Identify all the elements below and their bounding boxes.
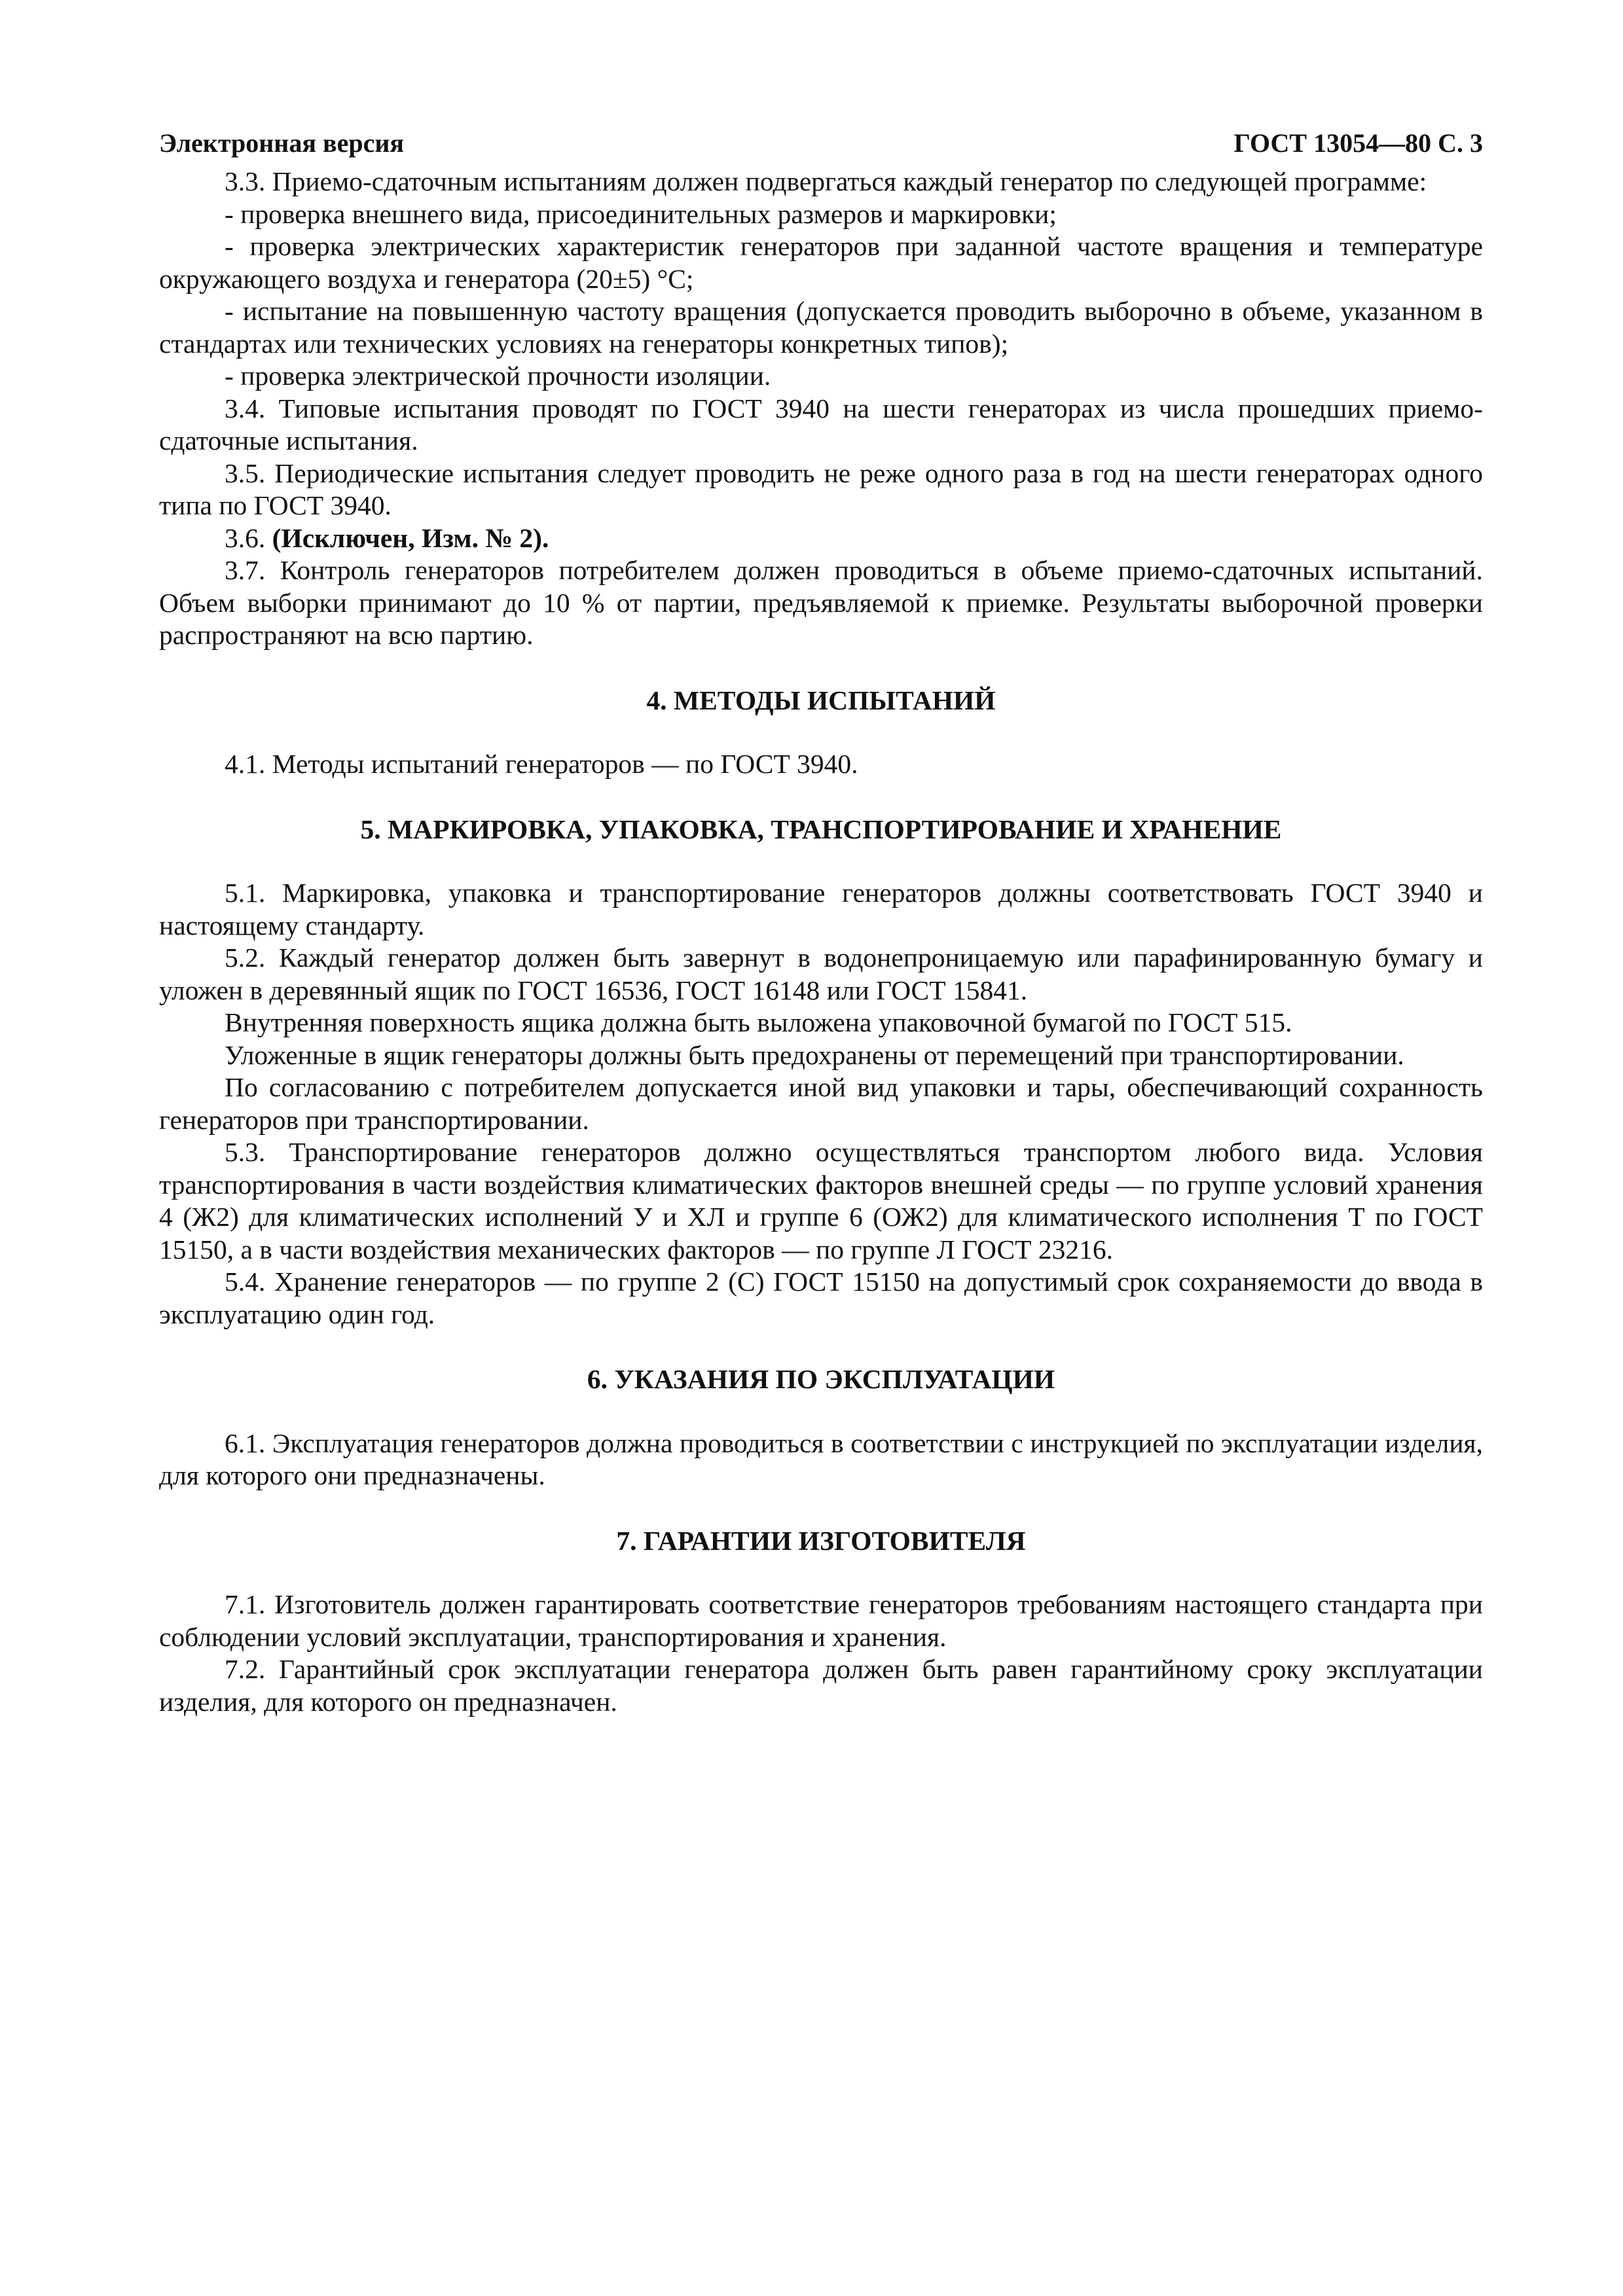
paragraph-3-6-number: 3.6. [225,522,272,553]
paragraph-3-6 [159,522,1483,555]
document-page [159,128,1483,1718]
page-header [159,128,1483,166]
paragraph-3-5: 3.5. Периодические испытания следует проводить не реже одного раза в год на шести генераторах одного типа по ГОСТ 3940. [159,457,1483,520]
paragraph-5-2-secured: Уложенные в ящик генераторы должны быть предохранены от перемещений при транспортировании. [225,1039,1404,1070]
paragraph-7-1: 7.1. Изготовитель должен гарантировать соответствие генераторов требованиям настоящего стандарта при соблюдении условий эксплуатации, транспортирования и хранения. [159,1589,1483,1652]
paragraph-5-4: 5.4. Хранение генераторов — по группе 2 (С) ГОСТ 15150 на допустимый срок сохраняемости до ввода в эксплуатацию один год. [159,1266,1483,1329]
paragraph-3-4: 3.4. Типовые испытания проводят по ГОСТ 3940 на шести генераторах из числа прошедших приемо-сдаточные испытания. [159,393,1483,456]
list-item: - проверка электрической прочности изоляции. [225,361,771,391]
paragraph-3-6-excluded-note: (Исключен, Изм. № 2). [272,522,549,553]
section-5-heading: 5. МАРКИРОВКА, УПАКОВКА, ТРАНСПОРТИРОВАНИЕ И ХРАНЕНИЕ [360,814,1282,844]
list-item: - испытание на повышенную частоту вращения (допускается проводить выборочно в объеме, указанном в стандартах или технических условиях на генераторы конкретных типов); [159,296,1483,359]
section-7-heading: 7. ГАРАНТИИ ИЗГОТОВИТЕЛЯ [616,1525,1026,1556]
list-item: - проверка электрических характеристик генераторов при заданной частоте вращения и температуре окружающего воздуха и генератора (20±5) °С; [159,231,1483,294]
paragraph-6-1: 6.1. Эксплуатация генераторов должна проводиться в соответствии с инструкцией по эксплуатации изделия, для которого они предназначены. [159,1427,1483,1490]
paragraph-5-2-inner-surface: Внутренняя поверхность ящика должна быть выложена упаковочной бумагой по ГОСТ 515. [225,1007,1292,1037]
paragraph-3-3: 3.3. Приемо-сдаточным испытаниям должен подвергаться каждый генератор по следующей программе: [225,166,1427,196]
header-standard-number: ГОСТ 13054—80 С. 3 [1233,128,1483,158]
paragraph-5-2-agreement: По согласованию с потребителем допускается иной вид упаковки и тары, обеспечивающий сохранность генераторов при транспортировании. [159,1072,1483,1135]
list-item: - проверка внешнего вида, присоединительных размеров и маркировки; [225,198,1057,229]
paragraph-3-7: 3.7. Контроль генераторов потребителем должен проводиться в объеме приемо-сдаточных испытаний. Объем выборки принимают до 10 % от партии, предъявляемой к приемке. Результаты выборочной проверки распространяют на всю партию. [159,555,1483,650]
paragraph-5-3: 5.3. Транспортирование генераторов должно осуществляться транспортом любого вида. Условия транспортирования в части воздействия климатических факторов внешней среды — по группе условий хранения 4 (Ж2) для климатических исполнений У и ХЛ и группе 6 (ОЖ2) для климатического исполнения Т по ГОСТ 15150, а в части воздействия механических факторов — по группе Л ГОСТ 23216. [159,1137,1483,1265]
document-body [159,166,1483,1718]
paragraph-7-2: 7.2. Гарантийный срок эксплуатации генератора должен быть равен гарантийному сроку эксплуатации изделия, для которого он предназначен. [159,1654,1483,1717]
paragraph-5-1: 5.1. Маркировка, упаковка и транспортирование генераторов должны соответствовать ГОСТ 3940 и настоящему стандарту. [159,878,1483,941]
paragraph-4-1: 4.1. Методы испытаний генераторов — по ГОСТ 3940. [225,749,858,779]
section-6-heading: 6. УКАЗАНИЯ ПО ЭКСПЛУАТАЦИИ [587,1364,1055,1394]
section-4-heading: 4. МЕТОДЫ ИСПЫТАНИЙ [646,685,996,715]
paragraph-5-2: 5.2. Каждый генератор должен быть завернут в водонепроницаемую или парафинированную бумагу и уложен в деревянный ящик по ГОСТ 16536, ГОСТ 16148 или ГОСТ 15841. [159,942,1483,1005]
header-edition-label: Электронная версия [159,128,405,158]
